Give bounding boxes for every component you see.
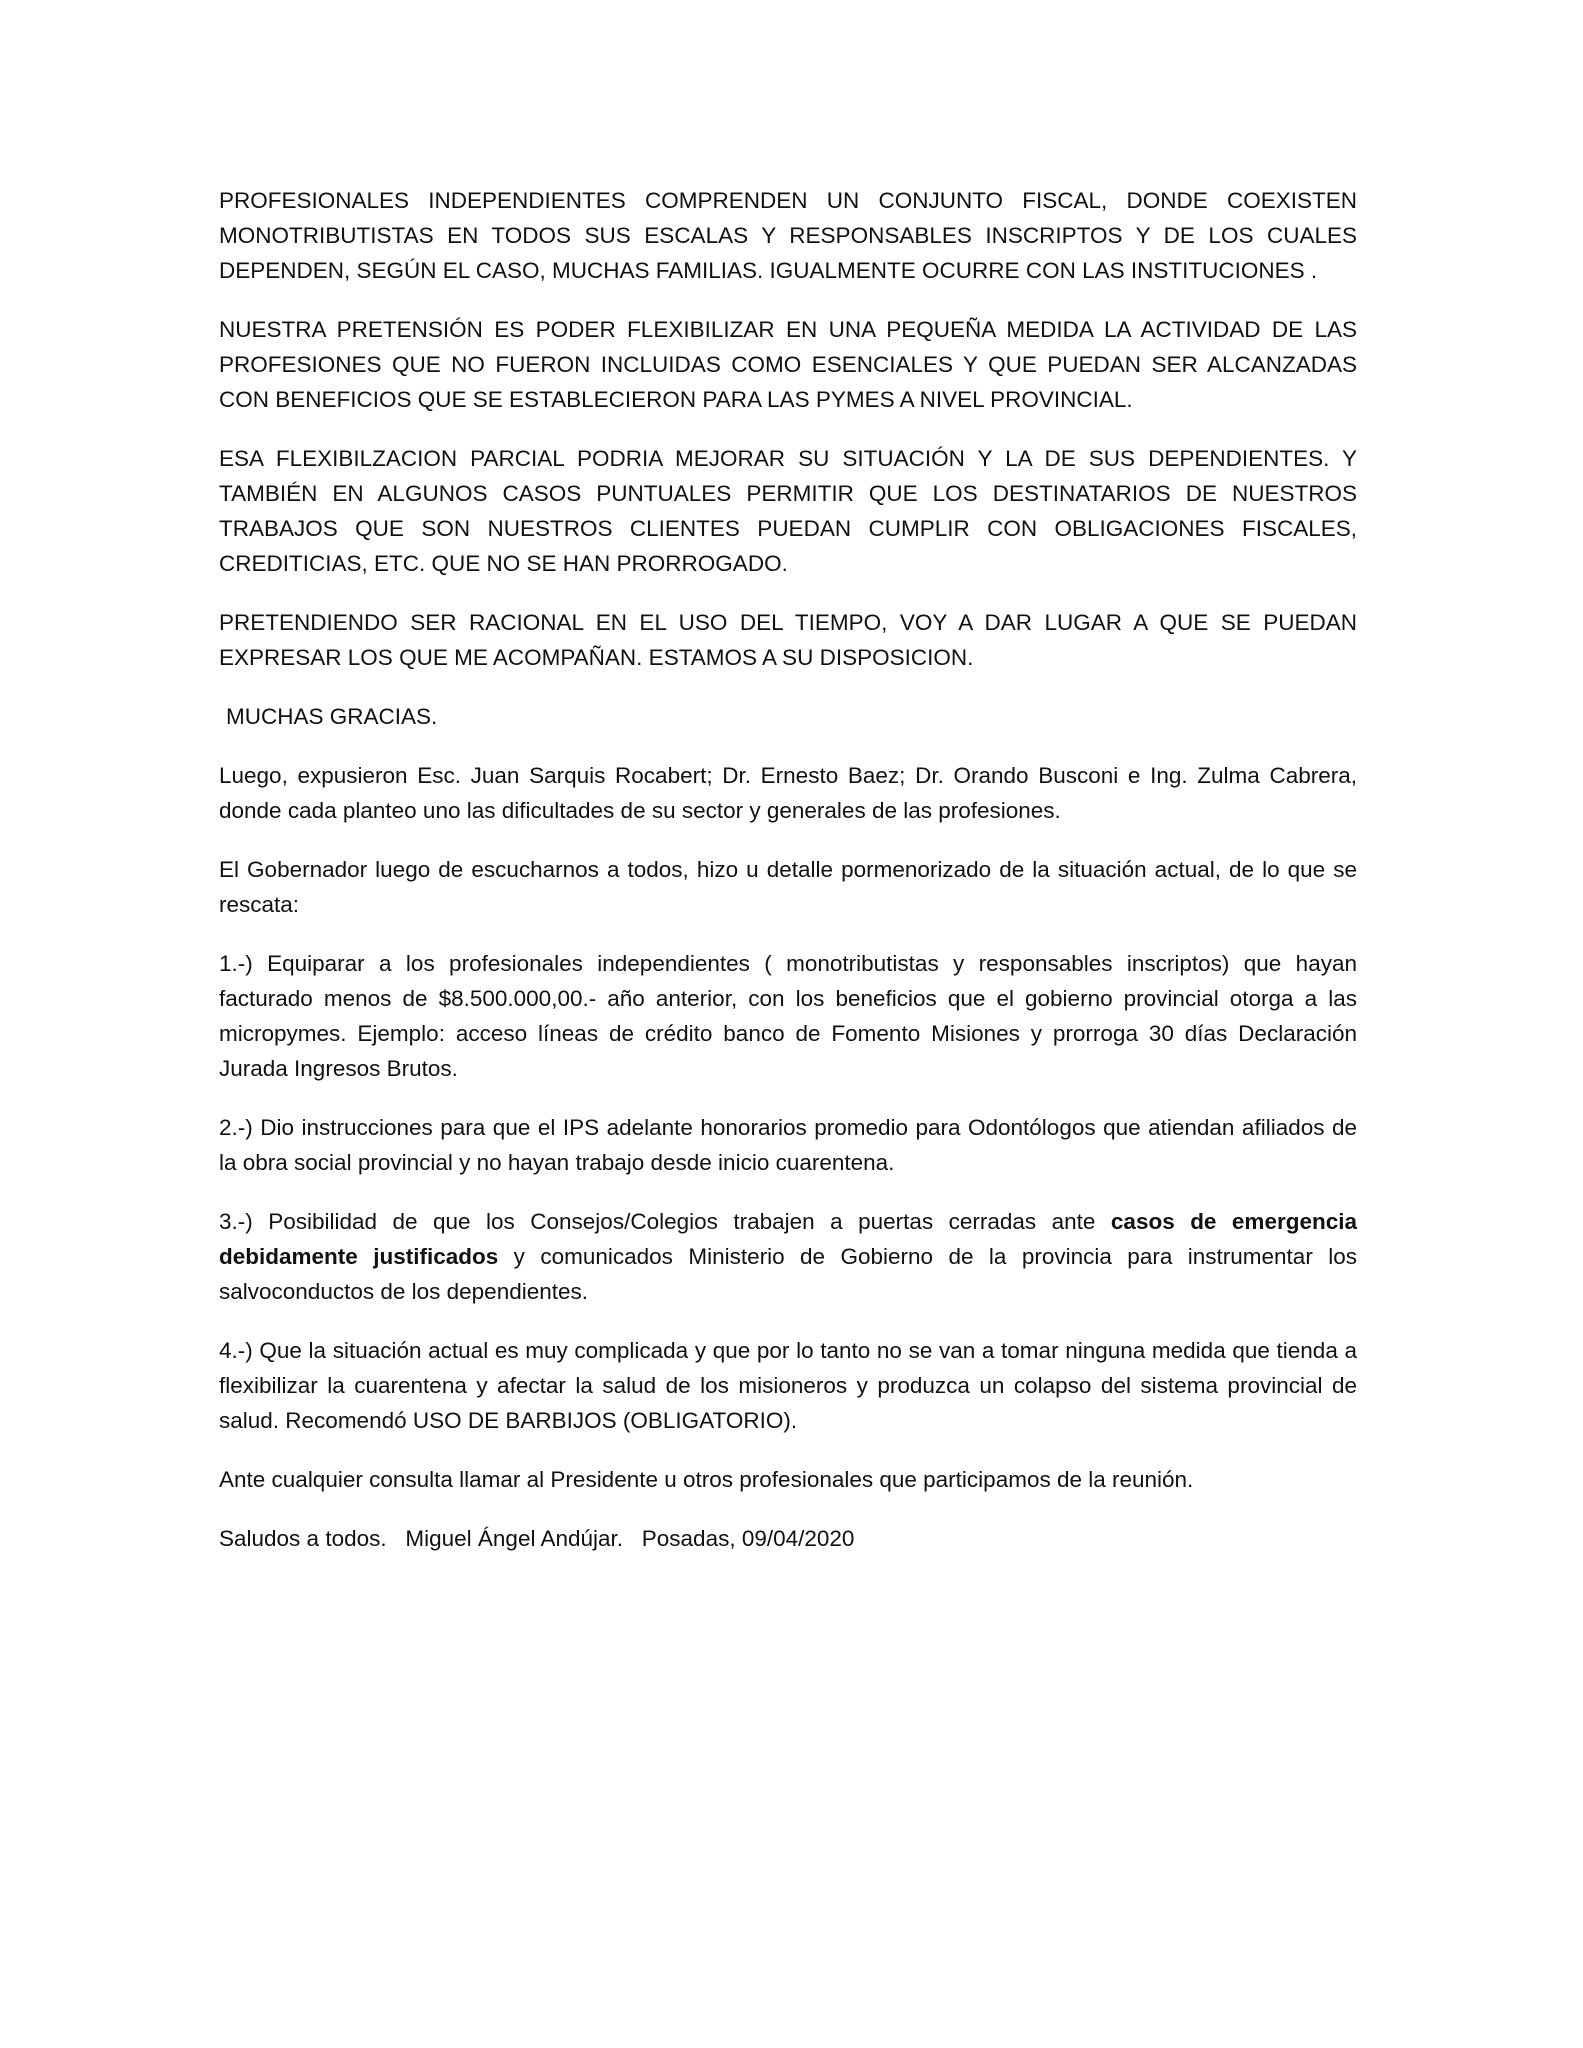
paragraph-consulta: Ante cualquier consulta llamar al Presidente u otros profesionales que participamos de la reunión. — [219, 1467, 1194, 1492]
list-item-3-before: 3.-) Posibilidad de que los Consejos/Colegios trabajen a puertas cerradas ante — [219, 1209, 1111, 1234]
list-item-1: 1.-) Equiparar a los profesionales independientes ( monotributistas y responsables inscriptos) que hayan facturado menos de $8.500.000,00.- año anterior, con los beneficios que el gobierno provincial otorga a las micropymes. Ejemplo: acceso líneas de crédito banco de Fomento Misiones y prorroga 30 días Declaración Jurada Ingresos Brutos. — [219, 951, 1357, 1081]
paragraph-gracias: MUCHAS GRACIAS. — [226, 704, 438, 729]
paragraph-saludos: Saludos a todos. Miguel Ángel Andújar. Posadas, 09/04/2020 — [219, 1526, 855, 1551]
paragraph-expositores: Luego, expusieron Esc. Juan Sarquis Rocabert; Dr. Ernesto Baez; Dr. Orando Busconi e Ing. Zulma Cabrera, donde cada planteo uno las dificultades de su sector y generales de las profesiones. — [219, 763, 1357, 823]
list-item-3 — [219, 1204, 1357, 1309]
list-item-2: 2.-) Dio instrucciones para que el IPS adelante honorarios promedio para Odontólogos que atiendan afiliados de la obra social provincial y no hayan trabajo desde inicio cuarentena. — [219, 1115, 1357, 1175]
list-item-3-bold: casos de emergencia debidamente justificados — [219, 1209, 1357, 1269]
paragraph-profesionales: PROFESIONALES INDEPENDIENTES COMPRENDEN UN CONJUNTO FISCAL, DONDE COEXISTEN MONOTRIBUTISTAS EN TODOS SUS ESCALAS Y RESPONSABLES INSCRIPTOS Y DE LOS CUALES DEPENDEN, SEGÚN EL CASO, MUCHAS FAMILIAS. IGUALMENTE OCURRE CON LAS INSTITUCIONES . — [219, 188, 1357, 283]
paragraph-gobernador: El Gobernador luego de escucharnos a todos, hizo u detalle pormenorizado de la situación actual, de lo que se rescata: — [219, 857, 1357, 917]
paragraph-pretension: NUESTRA PRETENSIÓN ES PODER FLEXIBILIZAR EN UNA PEQUEÑA MEDIDA LA ACTIVIDAD DE LAS PROFESIONES QUE NO FUERON INCLUIDAS COMO ESENCIALES Y QUE PUEDAN SER ALCANZADAS CON BENEFICIOS QUE SE ESTABLECIERON PARA LAS PYMES A NIVEL PROVINCIAL. — [219, 317, 1357, 412]
list-item-3-after: y comunicados Ministerio de Gobierno de la provincia para instrumentar los salvoconductos de los dependientes. — [219, 1244, 1357, 1304]
paragraph-flexibilizacion: ESA FLEXIBILZACION PARCIAL PODRIA MEJORAR SU SITUACIÓN Y LA DE SUS DEPENDIENTES. Y TAMBIÉN EN ALGUNOS CASOS PUNTUALES PERMITIR QUE LOS DESTINATARIOS DE NUESTROS TRABAJOS QUE SON NUESTROS CLIENTES PUEDAN CUMPLIR CON OBLIGACIONES FISCALES, CREDITICIAS, ETC. QUE NO SE HAN PRORROGADO. — [219, 446, 1357, 576]
document-page — [219, 183, 1357, 1580]
paragraph-tiempo: PRETENDIENDO SER RACIONAL EN EL USO DEL TIEMPO, VOY A DAR LUGAR A QUE SE PUEDAN EXPRESAR LOS QUE ME ACOMPAÑAN. ESTAMOS A SU DISPOSICION. — [219, 610, 1357, 670]
list-item-4: 4.-) Que la situación actual es muy complicada y que por lo tanto no se van a tomar ninguna medida que tienda a flexibilizar la cuarentena y afectar la salud de los misioneros y produzca un colapso del sistema provincial de salud. Recomendó USO DE BARBIJOS (OBLIGATORIO). — [219, 1338, 1357, 1433]
